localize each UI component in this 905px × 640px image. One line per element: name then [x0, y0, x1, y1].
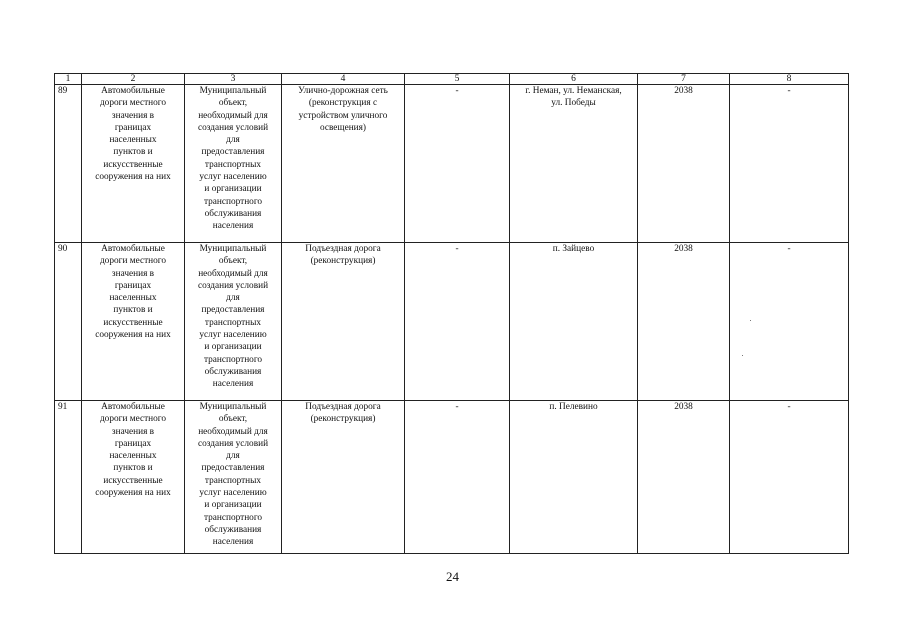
scan-speck — [750, 320, 751, 321]
column-5-value: - — [405, 401, 510, 554]
row-number: 89 — [55, 85, 82, 243]
header-cell: 3 — [185, 74, 282, 85]
header-cell: 5 — [405, 74, 510, 85]
table-row — [55, 401, 849, 554]
page-number: 24 — [446, 569, 459, 584]
object-status: Муниципальный объект, необходимый для создания условий для предоставления транспортных услуг населению и организации транспортного обслуживания населения — [185, 243, 282, 401]
column-8-value: - — [730, 243, 849, 401]
row-number: 90 — [55, 243, 82, 401]
object-location: г. Неман, ул. Неманская, ул. Победы — [510, 85, 638, 243]
object-name: Подъездная дорога (реконструкция) — [282, 401, 405, 554]
table-row — [55, 85, 849, 243]
column-8-value: - — [730, 401, 849, 554]
object-name: Подъездная дорога (реконструкция) — [282, 243, 405, 401]
object-category: Автомобильные дороги местного значения в границах населенных пунктов и искусственные сооружения на них — [82, 401, 185, 554]
table-header-row — [55, 74, 849, 85]
planning-table — [54, 73, 849, 554]
header-cell: 7 — [638, 74, 730, 85]
object-status: Муниципальный объект, необходимый для создания условий для предоставления транспортных услуг населению и организации транспортного обслуживания населения — [185, 401, 282, 554]
object-category: Автомобильные дороги местного значения в границах населенных пунктов и искусственные сооружения на них — [82, 243, 185, 401]
implementation-year: 2038 — [638, 401, 730, 554]
object-status: Муниципальный объект, необходимый для создания условий для предоставления транспортных услуг населению и организации транспортного обслуживания населения — [185, 85, 282, 243]
header-cell: 4 — [282, 74, 405, 85]
header-cell: 1 — [55, 74, 82, 85]
column-5-value: - — [405, 243, 510, 401]
object-name: Улично-дорожная сеть (реконструкция с устройством уличного освещения) — [282, 85, 405, 243]
row-number: 91 — [55, 401, 82, 554]
implementation-year: 2038 — [638, 85, 730, 243]
column-5-value: - — [405, 85, 510, 243]
object-category: Автомобильные дороги местного значения в границах населенных пунктов и искусственные сооружения на них — [82, 85, 185, 243]
header-cell: 2 — [82, 74, 185, 85]
header-cell: 8 — [730, 74, 849, 85]
header-cell: 6 — [510, 74, 638, 85]
implementation-year: 2038 — [638, 243, 730, 401]
column-8-value: - — [730, 85, 849, 243]
table-row — [55, 243, 849, 401]
object-location: п. Зайцево — [510, 243, 638, 401]
scan-speck — [742, 355, 743, 356]
object-location: п. Пелевино — [510, 401, 638, 554]
